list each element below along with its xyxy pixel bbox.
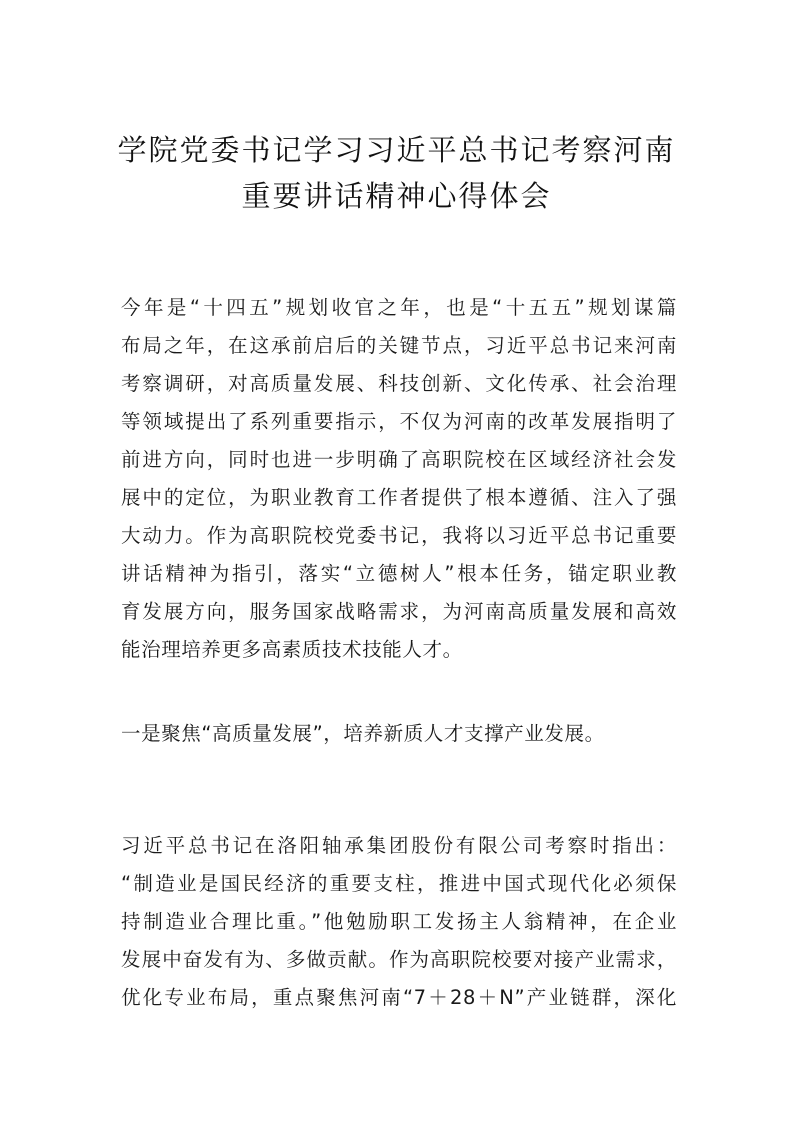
paragraph-line: 一是聚焦“高质量发展”，培养新质人才支撑产业发展。 [121,722,605,745]
paragraph-line: 持制造业合理比重。”他勉励职工发扬主人翁精神，在企业 [121,910,677,933]
paragraph-line: 优化专业布局，重点聚焦河南“7＋28＋N”产业链群，深化 [121,986,677,1009]
paragraph-line: 前进方向，同时也进一步明确了高职院校在区域经济社会发 [121,448,677,471]
paragraph-line: 展中的定位，为职业教育工作者提供了根本遵循、注入了强 [121,486,677,509]
paragraph-line: 能治理培养更多高素质技术技能人才。 [121,638,463,661]
paragraph-line: 布局之年，在这承前启后的关键节点，习近平总书记来河南 [121,334,677,357]
document-title-line-2: 重要讲话精神心得体会 [241,179,552,213]
paragraph-line: “制造业是国民经济的重要支柱，推进中国式现代化必须保 [121,872,677,895]
paragraph-line: 等领域提出了系列重要指示，不仅为河南的改革发展指明了 [121,410,677,433]
paragraph-line: 发展中奋发有为、多做贡献。作为高职院校要对接产业需求， [121,948,677,971]
document-title-line-1: 学院党委书记学习习近平总书记考察河南 [117,133,676,167]
paragraph-line: 大动力。作为高职院校党委书记，我将以习近平总书记重要 [121,524,677,547]
paragraph-line: 习近平总书记在洛阳轴承集团股份有限公司考察时指出： [121,834,677,857]
paragraph-line: 考察调研，对高质量发展、科技创新、文化传承、社会治理 [121,372,677,395]
paragraph-line: 今年是“十四五”规划收官之年，也是“十五五”规划谋篇 [121,296,677,319]
paragraph-line: 讲话精神为指引，落实“立德树人”根本任务，锚定职业教 [121,562,677,585]
paragraph-line: 育发展方向，服务国家战略需求，为河南高质量发展和高效 [121,600,677,623]
